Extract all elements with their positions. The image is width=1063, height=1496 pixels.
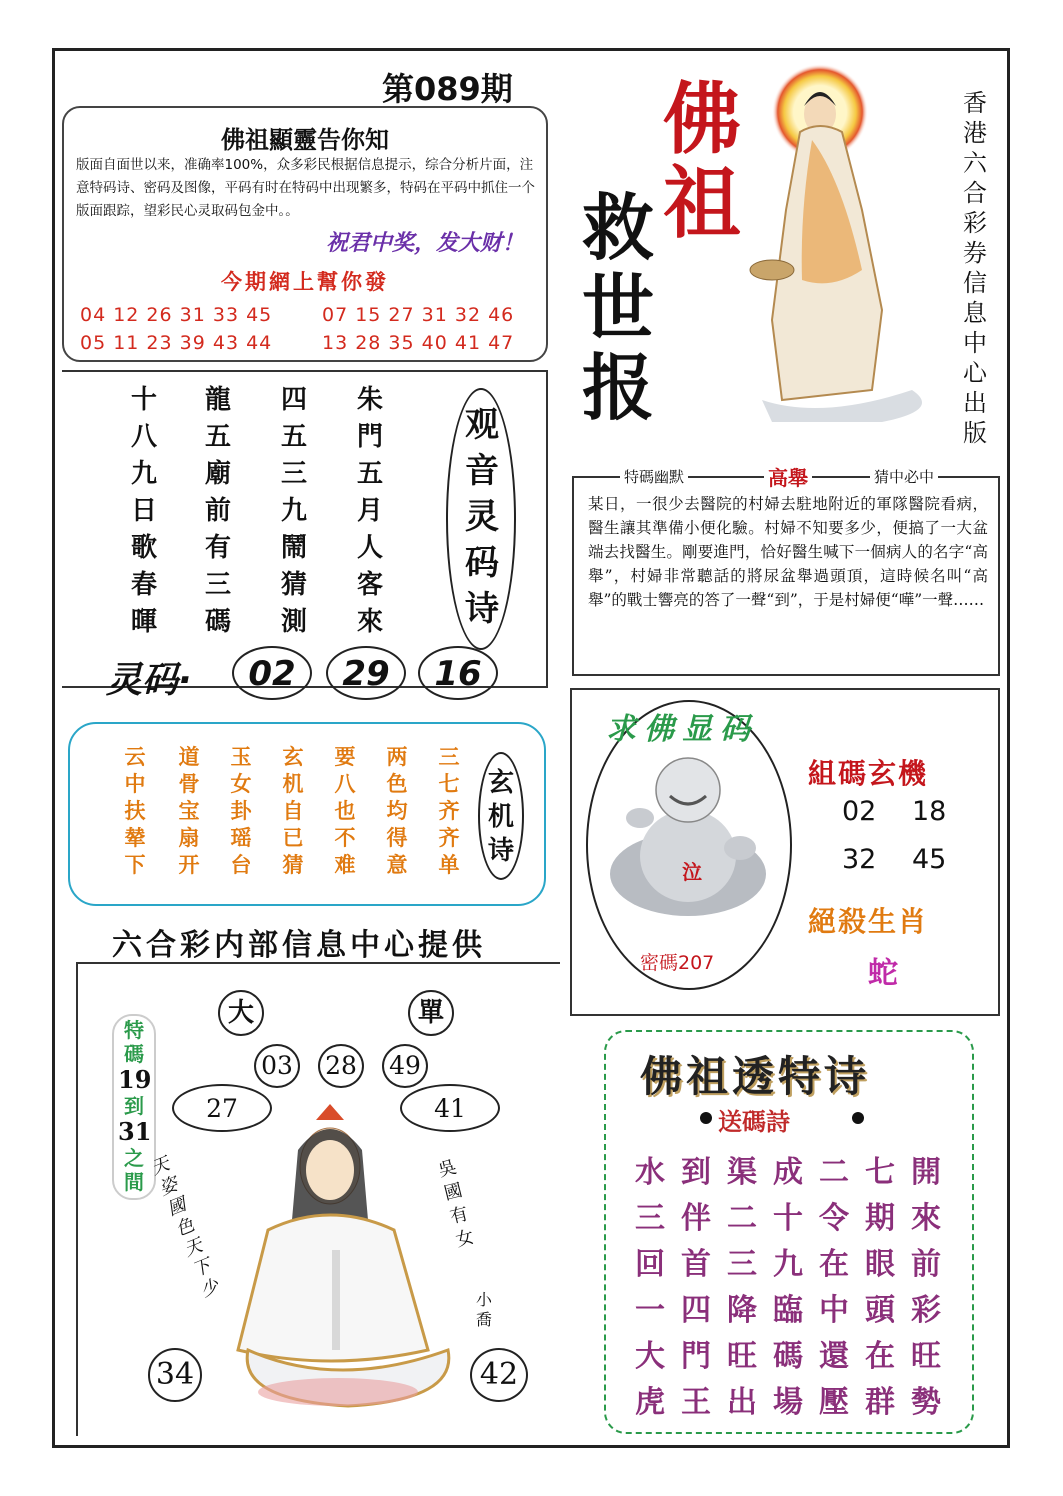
seated-guanyin-image (228, 1100, 468, 1420)
notice-intro: 版面自面世以来，准确率100%，众多彩民根据信息提示，综合分析片面，注意特码诗、密码及图像，平码有时在特码中出现繁多，特码在平码中抓住一个版面跟踪，望彩民心灵取码包金中。。 (76, 157, 535, 219)
bullet-right (852, 1112, 864, 1124)
joke-header-right: 猜中必中 (870, 466, 938, 487)
subtitle-char-3: 报 (581, 345, 654, 430)
tema-char-1: 特 (124, 1018, 144, 1042)
top-num-2: 28 (318, 1044, 364, 1088)
tema-to-char: 到 (124, 1094, 144, 1118)
poem2-col-5: 二令在中還壓 (819, 1155, 849, 1420)
issue-number: 第089期 (382, 70, 513, 108)
xuanji-col-1: 云中扶辇下 (124, 745, 146, 877)
zuma-title: 組碼玄機 (808, 757, 929, 790)
publisher-vertical: 香港六合彩券信息中心出版 (963, 89, 987, 447)
xuanji-col-3: 玉女卦瑶台 (230, 745, 252, 877)
joke-header-title: 高舉 (764, 462, 812, 491)
seal-char: 泣 (682, 860, 702, 884)
joke-box (572, 466, 1000, 676)
numbers-row-2a: 05 11 23 39 43 44 (80, 332, 273, 354)
bottom-right-num: 42 (470, 1348, 528, 1402)
joke-header-left: 特碼幽默 (620, 466, 688, 487)
zuma-num-3: 32 (842, 844, 877, 875)
tema-range (118, 1018, 150, 1194)
poem2-title: 佛祖透特诗 (640, 1052, 871, 1101)
poem2-col-2: 到伴首四門王 (681, 1155, 711, 1420)
top-num-3: 49 (382, 1044, 428, 1088)
wish-text: 祝君中奖，发大财！ (325, 231, 524, 256)
title-char-2: 祖 (662, 158, 741, 249)
bottom-left-num: 34 (148, 1348, 202, 1402)
joke-text: 某日，一很少去醫院的村婦去駐地附近的軍隊醫院看病，醫生讓其準備小便化驗。村婦不知要多少，便搞了一大盆端去找醫生。剛要進門，恰好醫生喊下一個病人的名字“高舉”，村婦非常聽話的將尿盆舉過頭頂，這時候名叫“高舉”的戰士響亮的答了一聲“到”，于是村婦便“嘩”一聲…… (588, 495, 988, 609)
numbers-row-2b: 13 28 35 40 41 47 (322, 332, 515, 354)
big-label: 大 (218, 990, 264, 1036)
subtitle-char-2: 世 (581, 265, 654, 350)
code-2: 29 (326, 646, 406, 700)
bullet-left (700, 1112, 712, 1124)
xuanji-col-7: 三七齐齐单 (438, 745, 460, 877)
poem2-col-1: 水三回一大虎 (635, 1155, 665, 1420)
laughing-buddha-image (604, 752, 772, 920)
zuma-num-2: 18 (912, 796, 947, 827)
xuanji-col-4: 玄机自已猜 (282, 745, 304, 877)
tema-between-2: 間 (124, 1170, 144, 1194)
subtitle-char-1: 救 (581, 185, 654, 270)
title-char-1: 佛 (662, 74, 741, 165)
poem2-col-3: 渠二三降旺出 (727, 1155, 757, 1420)
xuanji-col-2: 道骨宝扇开 (178, 745, 200, 877)
code-3: 16 (418, 646, 498, 700)
poem2-col-7: 開來前彩旺勢 (911, 1155, 941, 1420)
right-oval-num: 41 (400, 1084, 500, 1132)
zuma-arc-text: 求佛显码 (606, 712, 758, 747)
title-sub (576, 185, 660, 430)
buddha-notice-box (62, 106, 548, 362)
xuanji-label: 玄机诗 (487, 768, 514, 866)
kill-title: 絕殺生肖 (808, 905, 929, 938)
title-main (662, 74, 742, 249)
tema-to: 31 (118, 1117, 152, 1146)
poem2-subtitle: 送碼詩 (718, 1108, 790, 1136)
tema-between-1: 之 (124, 1146, 144, 1170)
top-num-1: 03 (254, 1044, 300, 1088)
secret-code: 密碼207 (640, 952, 715, 974)
poem-col-1: 十八九日歌春暉 (130, 385, 157, 637)
poem2-col-4: 成十九臨碼場 (773, 1155, 803, 1420)
xuanji-col-6: 两色均得意 (386, 745, 408, 877)
right-verse: 吳國有女 (436, 1156, 477, 1252)
poem2-col-6: 七期眼頭在群 (865, 1155, 895, 1420)
tema-from: 19 (118, 1065, 152, 1094)
left-oval-num: 27 (172, 1084, 272, 1132)
single-label: 單 (408, 990, 454, 1036)
code-label: 灵码· (106, 660, 192, 701)
code-1: 02 (232, 646, 312, 700)
left-verse: 天姿國色天下少 (148, 1153, 223, 1302)
poem-label: 观音灵码诗 (465, 405, 499, 629)
poem-col-3: 四五三九鬧猜測 (280, 385, 307, 637)
right-verse-end: 小喬 (476, 1290, 493, 1329)
xuanji-col-5: 要八也不难 (334, 745, 356, 877)
zuma-num-4: 45 (912, 844, 947, 875)
numbers-row-1b: 07 15 27 31 32 46 (322, 304, 515, 326)
tonight-heading: 今期網上幫你發 (221, 270, 389, 294)
zuma-num-1: 02 (842, 796, 877, 827)
poem-col-4: 朱門五月人客來 (356, 385, 383, 637)
tema-char-2: 碼 (124, 1042, 144, 1066)
poem-col-2: 龍五廟前有三碼 (204, 385, 231, 637)
notice-title: 佛祖顯靈告你知 (221, 125, 389, 154)
standing-guanyin-image (742, 60, 952, 430)
provider-line: 六合彩内部信息中心提供 (112, 928, 486, 963)
kill-zodiac: 蛇 (868, 956, 898, 991)
numbers-row-1a: 04 12 26 31 33 45 (80, 304, 273, 326)
